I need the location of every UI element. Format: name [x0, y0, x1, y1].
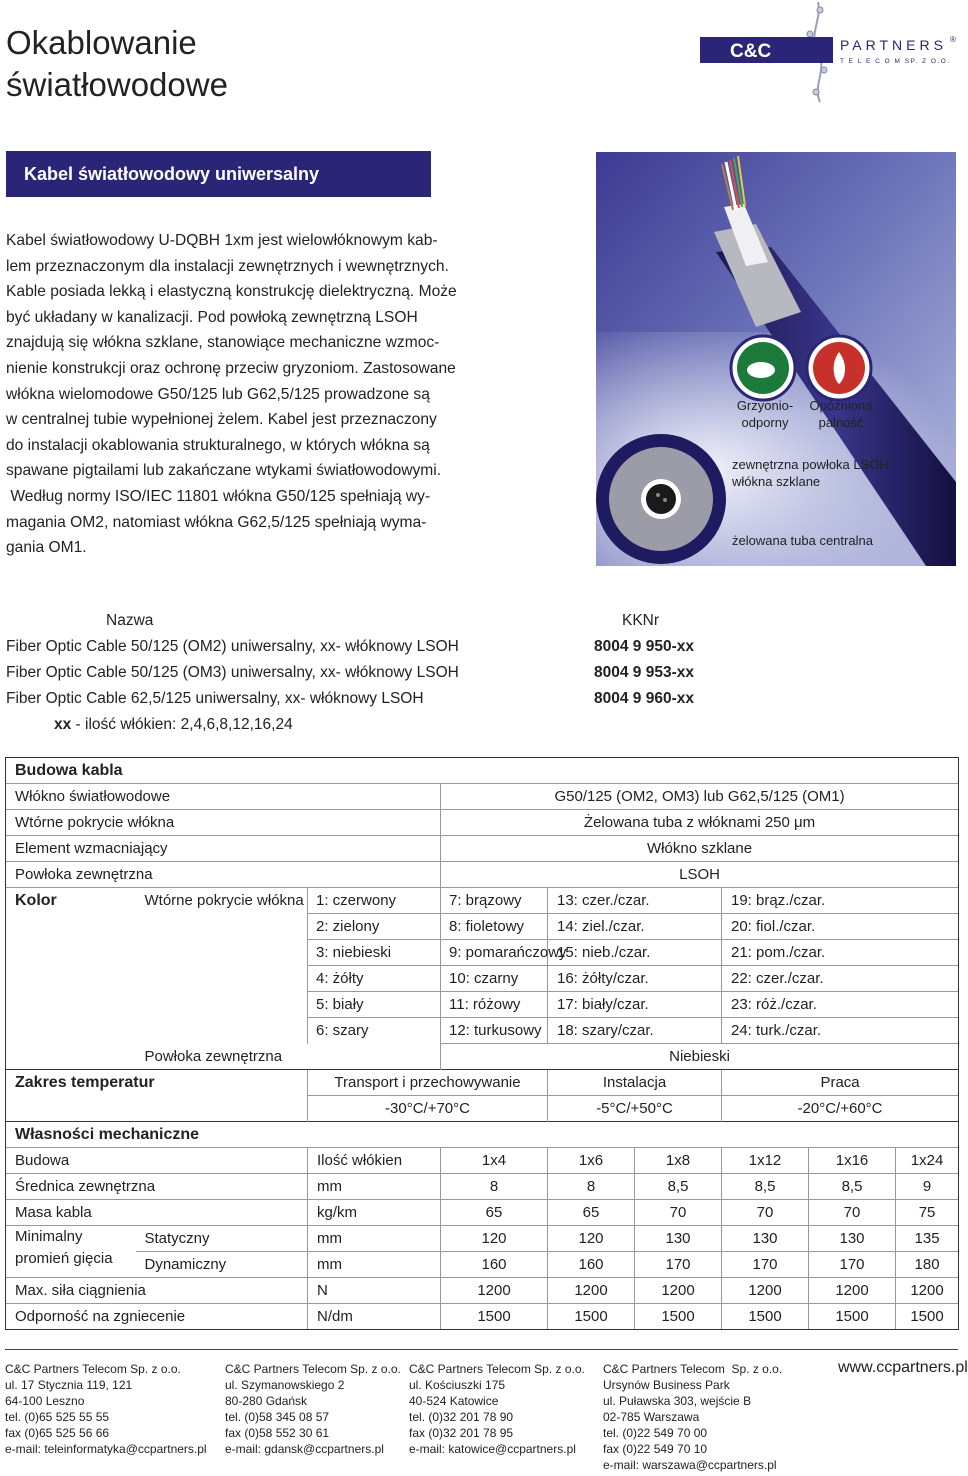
color-cell: 21: pom./czar. — [722, 940, 959, 966]
logo-reg: ® — [950, 35, 956, 44]
bend-sub: Dynamiczny — [136, 1252, 308, 1278]
tail-unit: N — [308, 1278, 441, 1304]
color-cell: 22: czer./czar. — [722, 966, 959, 992]
kknr-3: 8004 9 960-xx — [594, 690, 694, 707]
description-line: do instalacji okablowania strukturalnego, w których włókna są — [6, 436, 430, 454]
color-cell: 9: pomarańczowy — [441, 940, 548, 966]
temp-label: Praca — [722, 1070, 959, 1096]
office-line: fax (0)58 552 30 61 — [225, 1426, 330, 1440]
tail-unit: N/dm — [308, 1304, 441, 1330]
office-line: ul. Kościuszki 175 — [409, 1378, 506, 1392]
mech-value: 8,5 — [809, 1174, 896, 1200]
table-row — [6, 914, 959, 940]
color-cell: 14: ziel./czar. — [548, 914, 722, 940]
mech-value: 75 — [896, 1200, 959, 1226]
office-line: ul. 17 Stycznia 119, 121 — [5, 1378, 133, 1392]
callout-gel-tube: żelowana tuba centralna — [732, 533, 873, 548]
description-line: spawane pigtailami lub zakańczane wtykami światłowodowymi. — [6, 462, 442, 480]
table-row — [6, 992, 959, 1018]
temp-value: -5°C/+50°C — [548, 1096, 722, 1122]
color-cell: 2: zielony — [308, 914, 441, 940]
mech-value: 8,5 — [722, 1174, 809, 1200]
color-cell: 12: turkusowy — [441, 1018, 548, 1044]
temp-label: Instalacja — [548, 1070, 722, 1096]
table-row — [6, 1252, 959, 1278]
note-rest: - ilość włókien: 2,4,6,8,12,16,24 — [71, 716, 293, 733]
mech-value: 130 — [809, 1226, 896, 1252]
office-line: ul. Puławska 303, wejście B — [603, 1394, 752, 1408]
company-logo — [700, 0, 958, 105]
icon-label-rodent-line-2: odporny — [741, 415, 789, 430]
color-cell: 23: róż./czar. — [722, 992, 959, 1018]
color-cell: 10: czarny — [441, 966, 548, 992]
office-line: tel. (0)32 201 78 90 — [409, 1410, 514, 1424]
tail-value: 1200 — [722, 1278, 809, 1304]
bend-label-line-1: Minimalny — [15, 1228, 83, 1245]
office-line: C&C Partners Telecom Sp. z o.o. — [603, 1362, 783, 1376]
mech-value: 170 — [635, 1252, 722, 1278]
office-line: 80-280 Gdańsk — [225, 1394, 308, 1408]
table-row — [6, 784, 959, 810]
table-row — [6, 1044, 959, 1070]
office-line: tel. (0)65 525 55 55 — [5, 1410, 110, 1424]
table-row — [6, 1200, 959, 1226]
color-cell: 19: brąz./czar. — [722, 888, 959, 914]
mech-value: 65 — [548, 1200, 635, 1226]
mech-value: 135 — [896, 1226, 959, 1252]
cable-photo — [596, 152, 956, 566]
color-cell: 1: czerwony — [308, 888, 441, 914]
empty-cell — [6, 914, 136, 940]
table-row — [6, 836, 959, 862]
product-name-1: Fiber Optic Cable 50/125 (OM2) uniwersalny, xx- włóknowy LSOH — [6, 638, 459, 655]
kknr-1: 8004 9 950-xx — [594, 638, 694, 655]
mech-label: Średnica zewnętrzna — [6, 1174, 308, 1200]
mech-value: 130 — [635, 1226, 722, 1252]
table-row — [6, 1226, 959, 1252]
mech-value: 70 — [722, 1200, 809, 1226]
tail-value: 1200 — [441, 1278, 548, 1304]
office-line: fax (0)65 525 56 66 — [5, 1426, 110, 1440]
page-title — [6, 22, 228, 106]
table-row — [6, 1278, 959, 1304]
mech-value: 180 — [896, 1252, 959, 1278]
office-line[interactable]: e-mail: warszawa@ccpartners.pl — [603, 1458, 777, 1472]
spec-label: Wtórne pokrycie włókna — [6, 810, 441, 836]
page-title-line-1: Okablowanie — [6, 24, 197, 61]
spec-label: Włókno światłowodowe — [6, 784, 441, 810]
table-row — [6, 1122, 959, 1148]
mech-unit: mm — [308, 1174, 441, 1200]
tail-value: 1200 — [635, 1278, 722, 1304]
empty-cell — [6, 992, 136, 1018]
office-line: 02-785 Warszawa — [603, 1410, 700, 1424]
color-cell: 11: różowy — [441, 992, 548, 1018]
description — [6, 228, 457, 561]
mech-unit: Ilość włókien — [308, 1148, 441, 1174]
temp-label: Transport i przechowywanie — [308, 1070, 548, 1096]
bend-label-line-2: promień gięcia — [15, 1250, 113, 1267]
section-banner: Kabel światłowodowy uniwersalny — [6, 151, 431, 197]
empty-cell — [6, 1096, 308, 1122]
kolor-sub2-value: Niebieski — [441, 1044, 959, 1070]
color-cell: 13: czer./czar. — [548, 888, 722, 914]
office-line[interactable]: e-mail: gdansk@ccpartners.pl — [225, 1442, 384, 1456]
mech-value: 8,5 — [635, 1174, 722, 1200]
description-line: w centralnej tubie wypełnionej żelem. Kabel jest przeznaczony — [6, 411, 437, 429]
mech-value: 1x12 — [722, 1148, 809, 1174]
tail-value: 1500 — [896, 1304, 959, 1330]
table-row — [6, 1174, 959, 1200]
empty-cell — [136, 1018, 308, 1044]
office-line[interactable]: e-mail: katowice@ccpartners.pl — [409, 1442, 576, 1456]
icon-label-rodent — [732, 397, 798, 431]
footer-divider — [5, 1349, 958, 1350]
office-line: tel. (0)58 345 08 57 — [225, 1410, 330, 1424]
tail-value: 1200 — [896, 1278, 959, 1304]
office-line: C&C Partners Telecom Sp. z o.o. — [409, 1362, 585, 1376]
office-katowice — [409, 1361, 585, 1457]
mech-value: 170 — [722, 1252, 809, 1278]
mech-value: 70 — [809, 1200, 896, 1226]
color-cell: 16: żółty/czar. — [548, 966, 722, 992]
office-line: Ursynów Business Park — [603, 1378, 730, 1392]
logo-partners: PARTNERS — [840, 37, 947, 53]
office-leszno — [5, 1361, 207, 1457]
table-row — [6, 1304, 959, 1330]
kknr-header: KKNr — [622, 612, 660, 629]
tail-value: 1500 — [722, 1304, 809, 1330]
table-row — [6, 888, 959, 914]
table-row — [6, 862, 959, 888]
callout-glass-fibres: włókna szklane — [732, 474, 821, 489]
icon-label-flame-line-1: Opóźniona — [809, 398, 873, 413]
empty-cell — [136, 992, 308, 1018]
description-line: nienie konstrukcji oraz ochronę przeciw gryzoniom. Zastosowane — [6, 359, 456, 377]
office-line: fax (0)32 201 78 95 — [409, 1426, 514, 1440]
mech-unit: kg/km — [308, 1200, 441, 1226]
callout-outer-sheath: zewnętrzna powłoka LSOH — [732, 457, 889, 472]
empty-cell — [6, 1044, 136, 1070]
tail-value: 1500 — [441, 1304, 548, 1330]
tail-value: 1500 — [548, 1304, 635, 1330]
logo-sub: T E L E C O M SP. Z O.O. — [840, 58, 951, 65]
office-line: 40-524 Katowice — [409, 1394, 499, 1408]
office-line: C&C Partners Telecom Sp. z o.o. — [225, 1362, 401, 1376]
product-name-3: Fiber Optic Cable 62,5/125 uniwersalny, xx- włóknowy LSOH — [6, 690, 424, 707]
mech-label: Masa kabla — [6, 1200, 308, 1226]
color-cell: 3: niebieski — [308, 940, 441, 966]
mech-label: Budowa — [6, 1148, 308, 1174]
mech-value: 9 — [896, 1174, 959, 1200]
temp-header: Zakres temperatur — [6, 1070, 308, 1096]
tail-value: 1500 — [635, 1304, 722, 1330]
spec-value: Żelowana tuba z włóknami 250 μm — [441, 810, 959, 836]
color-cell: 4: żółty — [308, 966, 441, 992]
description-line: lem przeznaczonym dla instalacji zewnętrznych i wewnętrznych. — [6, 257, 449, 275]
office-warszawa — [603, 1361, 782, 1473]
tail-value: 1500 — [809, 1304, 896, 1330]
office-line: C&C Partners Telecom Sp. z o.o. — [5, 1362, 181, 1376]
mech-value: 1x6 — [548, 1148, 635, 1174]
tail-label: Odporność na zgniecenie — [6, 1304, 308, 1330]
spec-table — [5, 757, 959, 1330]
description-line: magania OM2, natomiast włókna G62,5/125 spełniają wyma- — [6, 513, 427, 531]
table-row — [6, 758, 959, 784]
color-cell: 8: fioletowy — [441, 914, 548, 940]
description-line: Według normy ISO/IEC 11801 włókna G50/125 spełniają wy- — [6, 487, 431, 505]
empty-cell — [6, 966, 136, 992]
mech-value: 1x4 — [441, 1148, 548, 1174]
kolor-label: Kolor — [6, 888, 136, 914]
mech-value: 8 — [441, 1174, 548, 1200]
mech-value: 70 — [635, 1200, 722, 1226]
empty-cell — [136, 966, 308, 992]
color-cell: 17: biały/czar. — [548, 992, 722, 1018]
mech-value: 160 — [441, 1252, 548, 1278]
note-bold: xx — [54, 716, 72, 733]
color-cell: 24: turk./czar. — [722, 1018, 959, 1044]
kknr-2: 8004 9 953-xx — [594, 664, 694, 681]
office-line: fax (0)22 549 70 10 — [603, 1442, 708, 1456]
bend-unit: mm — [308, 1226, 441, 1252]
color-cell: 7: brązowy — [441, 888, 548, 914]
logo-text: C&C — [730, 41, 772, 62]
mech-value: 65 — [441, 1200, 548, 1226]
description-line: Kable posiada lekką i elastyczną konstrukcję dielektryczną. Może — [6, 283, 457, 301]
mech-value: 1x24 — [896, 1148, 959, 1174]
tail-value: 1200 — [809, 1278, 896, 1304]
table-row — [6, 1096, 959, 1122]
description-line: włókna wielomodowe G50/125 lub G62,5/125 prowadzone są — [6, 385, 430, 403]
spec-value: Włókno szklane — [441, 836, 959, 862]
mech-value: 8 — [548, 1174, 635, 1200]
table-row — [6, 1070, 959, 1096]
temp-value: -20°C/+60°C — [722, 1096, 959, 1122]
icon-label-flame-line-2: palność — [818, 415, 864, 430]
color-cell: 6: szary — [308, 1018, 441, 1044]
bend-sub: Statyczny — [136, 1226, 308, 1252]
mech-value: 170 — [809, 1252, 896, 1278]
mech-value: 130 — [722, 1226, 809, 1252]
mech-value: 1x16 — [809, 1148, 896, 1174]
product-names — [6, 608, 459, 738]
office-line: tel. (0)22 549 70 00 — [603, 1426, 708, 1440]
spec-label: Element wzmacniający — [6, 836, 441, 862]
spec-value: LSOH — [441, 862, 959, 888]
table-row — [6, 940, 959, 966]
table-row — [6, 966, 959, 992]
office-line: ul. Szymanowskiego 2 — [225, 1378, 345, 1392]
mech-value: 1x8 — [635, 1148, 722, 1174]
temp-value: -30°C/+70°C — [308, 1096, 548, 1122]
color-cell: 20: fiol./czar. — [722, 914, 959, 940]
kolor-sub2: Powłoka zewnętrzna — [144, 1047, 283, 1065]
description-line: gania OM1. — [6, 539, 87, 557]
empty-cell — [6, 940, 136, 966]
kolor-sub1: Wtórne pokrycie włókna — [136, 888, 308, 914]
empty-cell — [6, 1018, 136, 1044]
spec-value: G50/125 (OM2, OM3) lub G62,5/125 (OM1) — [441, 784, 959, 810]
office-gdansk — [225, 1361, 401, 1457]
office-line: 64-100 Leszno — [5, 1394, 85, 1408]
table-row — [6, 1148, 959, 1174]
color-cell: 15: nieb./czar. — [548, 940, 722, 966]
description-line: być układany w kanalizacji. Pod powłoką zewnętrzną LSOH — [6, 308, 418, 326]
tail-value: 1200 — [548, 1278, 635, 1304]
budowa-header: Budowa kabla — [6, 758, 959, 784]
product-name-2: Fiber Optic Cable 50/125 (OM3) uniwersalny, xx- włóknowy LSOH — [6, 664, 459, 681]
color-cell: 5: biały — [308, 992, 441, 1018]
icon-label-flame — [804, 397, 878, 431]
website-link[interactable]: www.ccpartners.pl — [838, 1359, 968, 1376]
tail-label: Max. siła ciągnienia — [6, 1278, 308, 1304]
mech-header: Własności mechaniczne — [6, 1122, 959, 1148]
icon-label-rodent-line-1: Grzyonio- — [736, 398, 794, 413]
page-title-line-2: światłowodowe — [6, 66, 228, 103]
fiber-count-note — [6, 712, 459, 738]
product-codes — [594, 608, 694, 712]
mech-value: 120 — [441, 1226, 548, 1252]
table-row — [6, 810, 959, 836]
description-line: Kabel światłowodowy U-DQBH 1xm jest wielowłóknowym kab- — [6, 232, 438, 249]
mech-value: 160 — [548, 1252, 635, 1278]
table-row — [6, 1018, 959, 1044]
empty-cell — [136, 940, 308, 966]
office-line[interactable]: e-mail: teleinformatyka@ccpartners.pl — [5, 1442, 207, 1456]
spec-label: Powłoka zewnętrzna — [6, 862, 441, 888]
bend-label — [6, 1226, 136, 1278]
bend-unit: mm — [308, 1252, 441, 1278]
empty-cell — [136, 914, 308, 940]
mech-value: 120 — [548, 1226, 635, 1252]
name-header: Nazwa — [106, 612, 154, 629]
color-cell: 18: szary/czar. — [548, 1018, 722, 1044]
description-line: znajdują się włókna szklane, stanowiące mechaniczne wzmoc- — [6, 334, 440, 352]
